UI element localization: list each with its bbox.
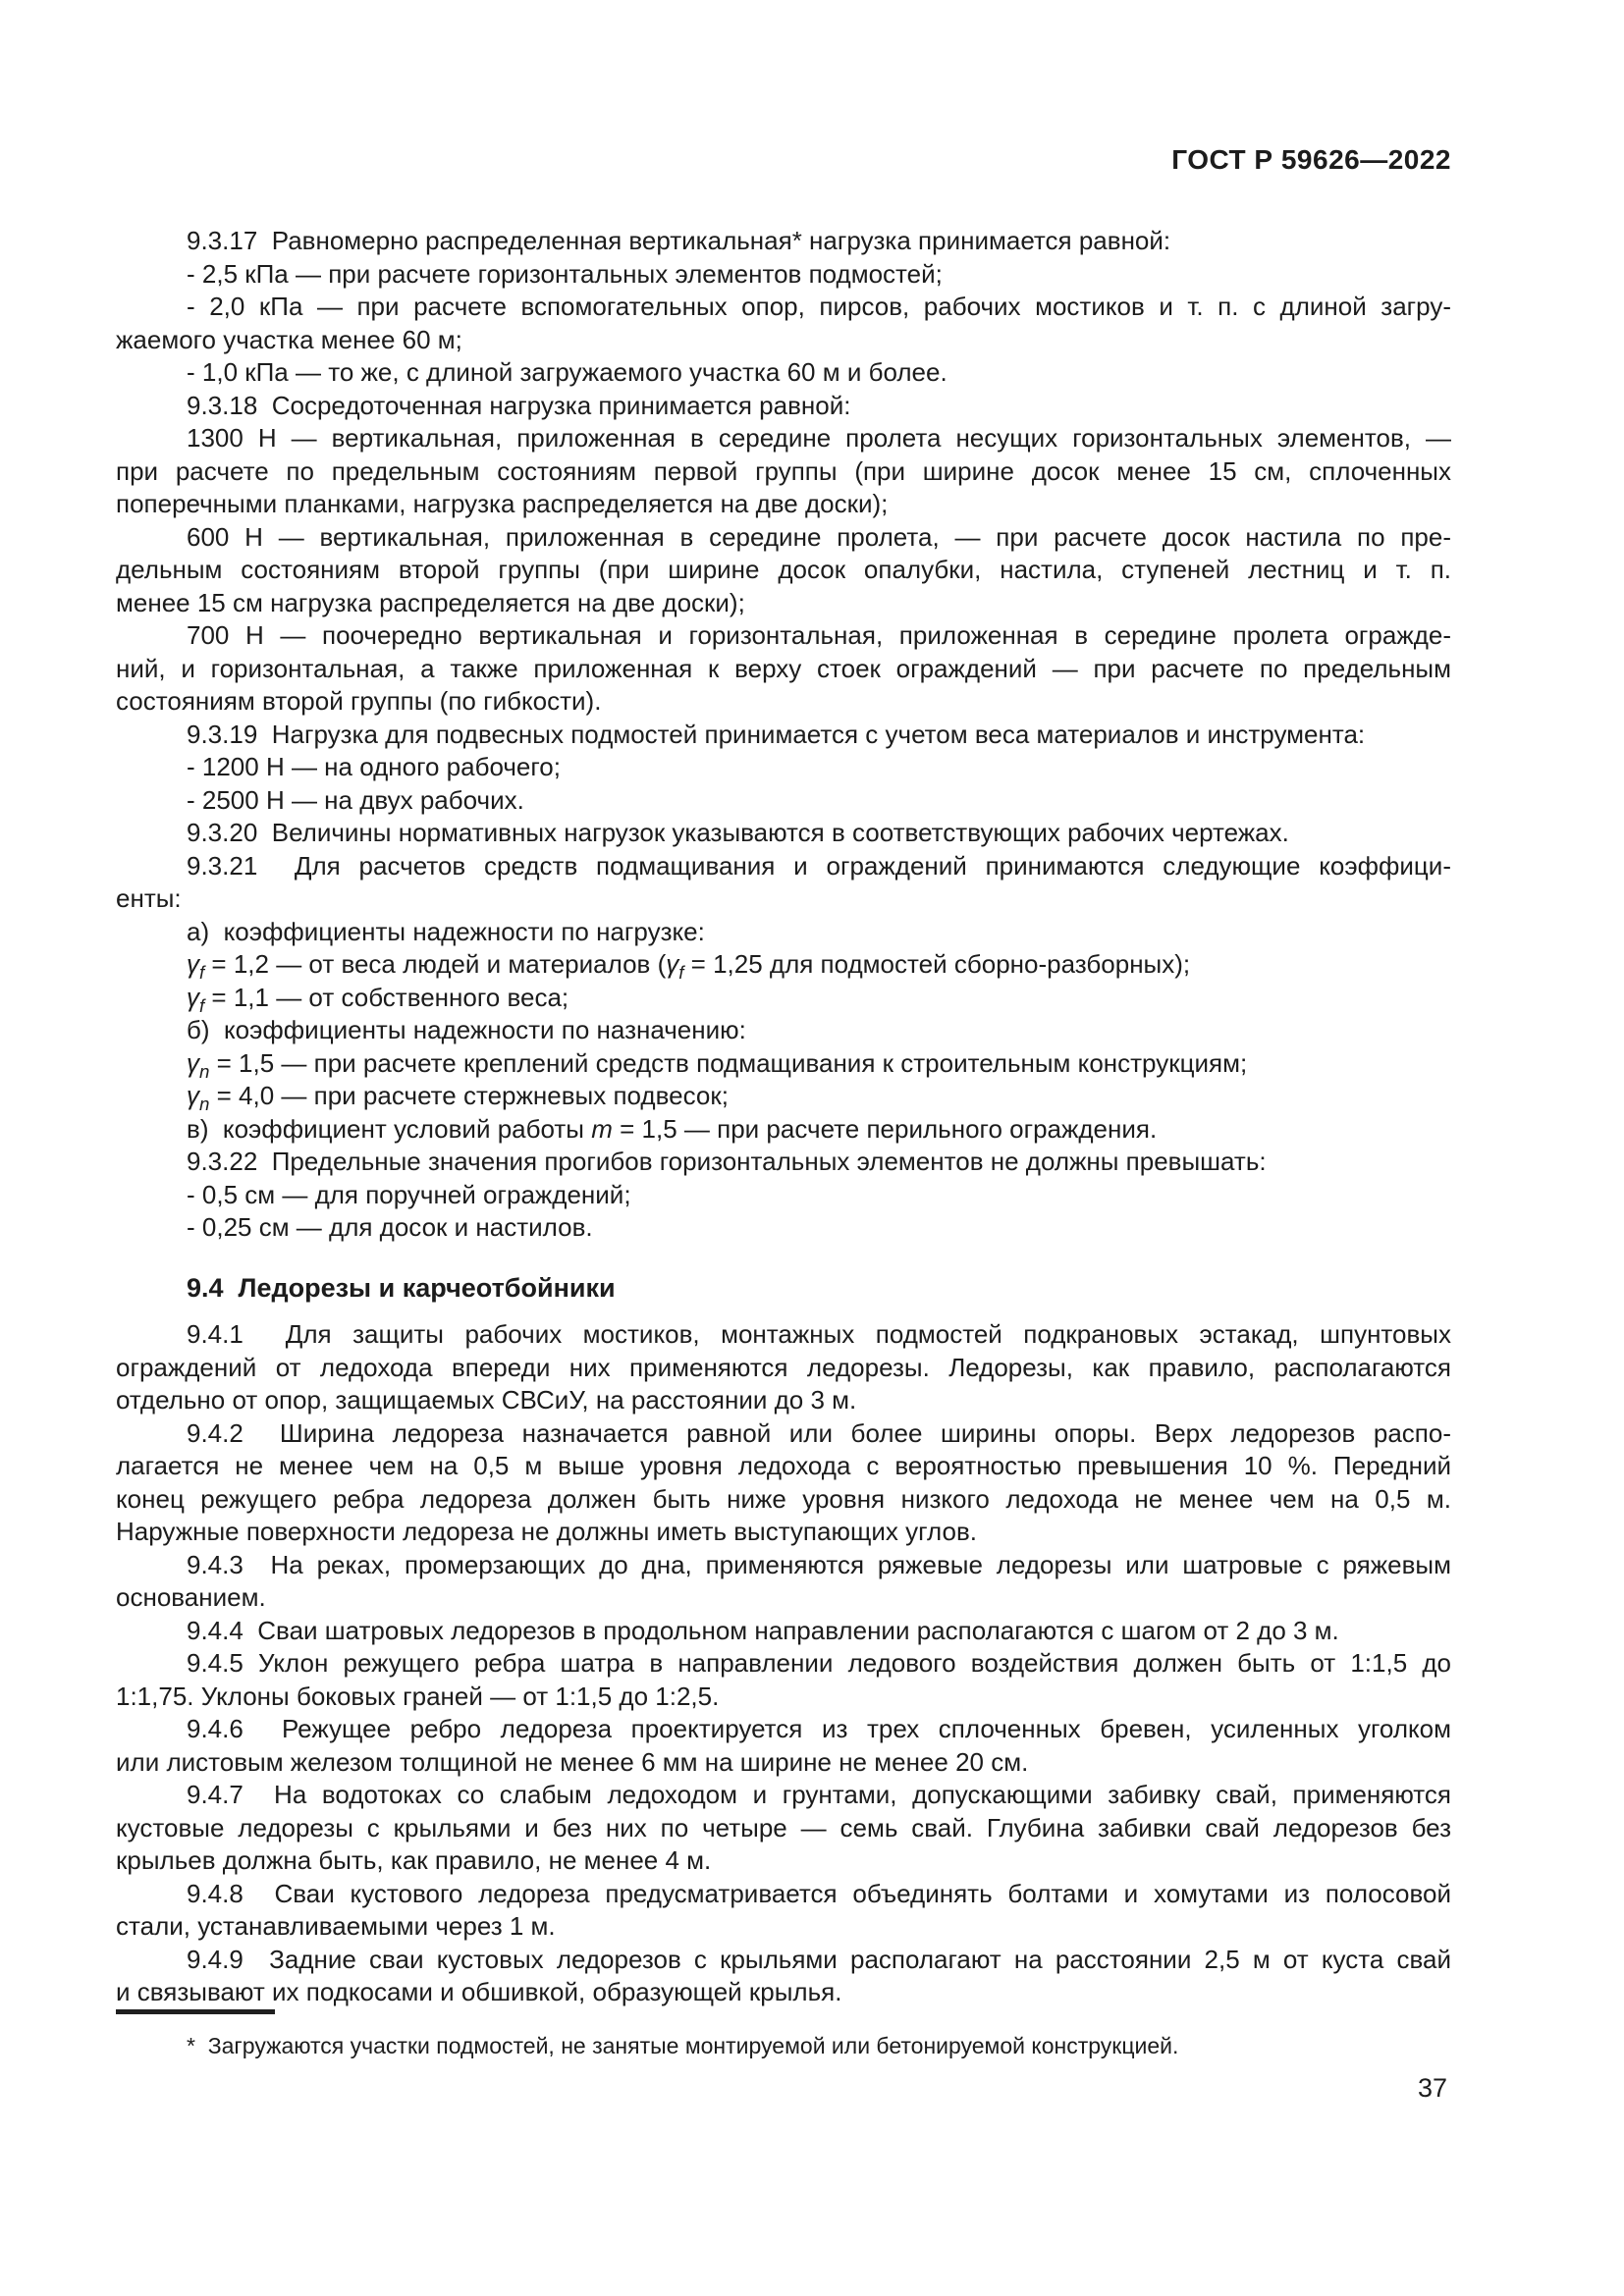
footnote-block [116,2009,1451,2060]
text-line: 9.4.1 Для защиты рабочих мостиков, монтажных подмостей подкрановых эстакад, шпунтовых [187,1319,1451,1349]
text-line: 9.4.8 Сваи кустового ледореза предусматривается объединять болтами и хомутами из полосовой [187,1878,1451,1908]
text-line: 9.3.19 Нагрузка для подвесных подмостей принимается с учетом веса материалов и инструмента: [187,719,1366,749]
paragraph [116,1318,1451,1417]
text-line: Наружные поверхности ледореза не должны иметь выступающих углов. [116,1517,977,1546]
text-line: - 0,25 см — для досок и настилов. [187,1212,593,1242]
text-line: - 1200 Н — на одного рабочего; [187,752,561,781]
text-line: кустовые ледорезы с крыльями и без них по четыре — семь свай. Глубина забивки свай ледорезов без [116,1812,1451,1842]
paragraph [116,619,1451,719]
text-line: отдельно от опор, защищаемых СВСиУ, на расстоянии до 3 м. [116,1385,857,1415]
paragraph [116,1179,1451,1212]
text-line: 9.4.3 На реках, промерзающих до дна, применяются ряжевые ледорезы или шатровые с ряжевым [187,1549,1451,1579]
text-line: 9.4.7 На водотоках со слабым ледоходом и грунтами, допускающими забивку свай, применяются [187,1780,1451,1809]
text-line: $\gamma_n = 1,5$ — при расчете креплений средств подмащивания к строительным конструкциям; [187,1047,1248,1082]
paragraph [116,1944,1451,2009]
text-line: 9.3.22 Предельные значения прогибов горизонтальных элементов не должны превышать: [187,1147,1267,1176]
text-line: 9.3.17 Равномерно распределенная вертикальная* нагрузка принимается равной: [187,226,1171,255]
text-line: - 2,0 кПа — при расчете вспомогательных опор, пирсов, рабочих мостиков и т. п. с длиной загру- [187,292,1451,321]
text-line: 9.3.20 Величины нормативных нагрузок указываются в соответствующих рабочих чертежах. [187,818,1289,847]
text-line: - 2500 Н — на двух рабочих. [187,784,524,815]
footnote-rule [116,2009,275,2014]
text-line: при расчете по предельным состояниям первой группы (при ширине досок менее 15 см, сплоченных [116,455,1451,486]
paragraph [116,1146,1451,1179]
paragraph [116,1080,1451,1113]
paragraph [116,1779,1451,1878]
paragraph [116,1647,1451,1713]
text-line: 1:1,75. Уклоны боковых граней — от 1:1,5 до 1:2,5. [116,1681,720,1711]
text-line: 9.4.4 Сваи шатровых ледорезов в продольном направлении располагаются с шагом от 2 до 3 м. [187,1615,1339,1645]
text-line: ограждений от ледохода впереди них применяются ледорезы. Ледорезы, как правило, располагаются [116,1352,1451,1382]
paragraph [116,1047,1451,1081]
paragraph [116,751,1451,784]
page-number: 37 [1417,2073,1447,2103]
paragraph [116,356,1451,390]
text-line: 600 Н — вертикальная, приложенная в середине пролета, — при расчете досок настила по пре- [187,521,1451,552]
text-line: жаемого участка менее 60 м; [116,324,462,354]
paragraph [116,982,1451,1015]
paragraph [116,1211,1451,1245]
text-line: 9.4.5 Уклон режущего ребра шатра в направлении ледового воздействия должен быть от 1:1,5 до [187,1648,1451,1678]
paragraph [116,422,1451,521]
text-line: лагается не менее чем на 0,5 м выше уровня ледохода с вероятностью превышения 10 %. Передний [116,1451,1451,1480]
text-line: - 0,5 см — для поручней ограждений; [187,1179,631,1209]
paragraph [116,948,1451,982]
document-body [116,225,1451,2009]
paragraph [116,817,1451,850]
paragraph [116,521,1451,620]
paragraph [116,1878,1451,1944]
paragraph [116,916,1451,949]
paragraph [116,258,1451,292]
paragraph [116,784,1451,818]
text-line: а) коэффициенты надежности по нагрузке: [187,916,705,946]
paragraph [116,1014,1451,1047]
text-line: - 2,5 кПа — при расчете горизонтальных элементов подмостей; [187,258,943,289]
text-line: дельным состояниям второй группы (при ширине досок опалубки, настила, ступеней лестниц и т. п. [116,555,1451,584]
section-heading: 9.4 Ледорезы и карчеотбойники [187,1272,616,1303]
text-line: 9.4.2 Ширина ледореза назначается равной или более ширины опоры. Верх ледорезов распо- [187,1417,1451,1448]
paragraph [116,225,1451,258]
paragraph [116,1615,1451,1648]
text-line: енты: [116,883,182,913]
paragraph [116,1713,1451,1779]
text-line: основанием. [116,1582,266,1612]
footnote: * Загружаются участки подмостей, не занятые монтируемой или бетонируемой конструкцией. [187,2033,1179,2058]
paragraph [116,1549,1451,1615]
paragraph [116,390,1451,423]
text-line: ний, и горизонтальная, а также приложенная к верху стоек ограждений — при расчете по предельным [116,653,1451,683]
text-line: - 1,0 кПа — то же, с длиной загружаемого участка 60 м и более. [187,357,947,387]
paragraph [116,850,1451,916]
text-line: б) коэффициенты надежности по назначению: [187,1015,746,1044]
text-line: 9.3.18 Сосредоточенная нагрузка принимается равной: [187,390,851,420]
text-line: крыльев должна быть, как правило, не менее 4 м. [116,1845,712,1875]
text-line: 9.3.21 Для расчетов средств подмащивания и ограждений принимаются следующие коэффици- [187,850,1451,881]
paragraph [116,1113,1451,1147]
paragraph [116,719,1451,752]
running-header: ГОСТ Р 59626—2022 [1171,144,1451,175]
text-line: $\gamma_f = 1,2$ — от веса людей и материалов ($\gamma_f = 1,25$ для подмостей сборно-разборных); [187,949,1191,984]
text-line: $\gamma_f = 1,1$ — от собственного веса; [187,982,569,1016]
text-line: 1300 Н — вертикальная, приложенная в середине пролета несущих горизонтальных элементов, — [187,423,1451,453]
text-line: 9.4.6 Режущее ребро ледореза проектируется из трех сплоченных бревен, усиленных уголком [187,1714,1451,1743]
text-line: состояниям второй группы (по гибкости). [116,686,602,716]
text-line: или листовым железом толщиной не менее 6 мм на ширине не менее 20 см. [116,1746,1029,1777]
text-line: $\gamma_n = 4,0$ — при расчете стержневых подвесок; [187,1081,729,1115]
text-line: и связывают их подкосами и обшивкой, образующей крылья. [116,1977,842,2006]
text-line: стали, устанавливаемыми через 1 м. [116,1911,556,1941]
paragraph [116,1417,1451,1549]
text-line: в) коэффициент условий работы m = 1,5 — при расчете перильного ограждения. [187,1113,1158,1144]
text-line: 700 Н — поочередно вертикальная и горизонтальная, приложенная в середине пролета огражде- [187,620,1451,650]
paragraph [116,291,1451,356]
text-line: 9.4.9 Задние сваи кустовых ледорезов с крыльями располагают на расстоянии 2,5 м от куста свай [187,1944,1451,1974]
text-line: конец режущего ребра ледореза должен быть ниже уровня низкого ледохода не менее чем на 0,5 м. [116,1483,1451,1514]
text-line: поперечными планками, нагрузка распределяется на две доски); [116,489,889,518]
text-line: менее 15 см нагрузка распределяется на две доски); [116,587,745,617]
